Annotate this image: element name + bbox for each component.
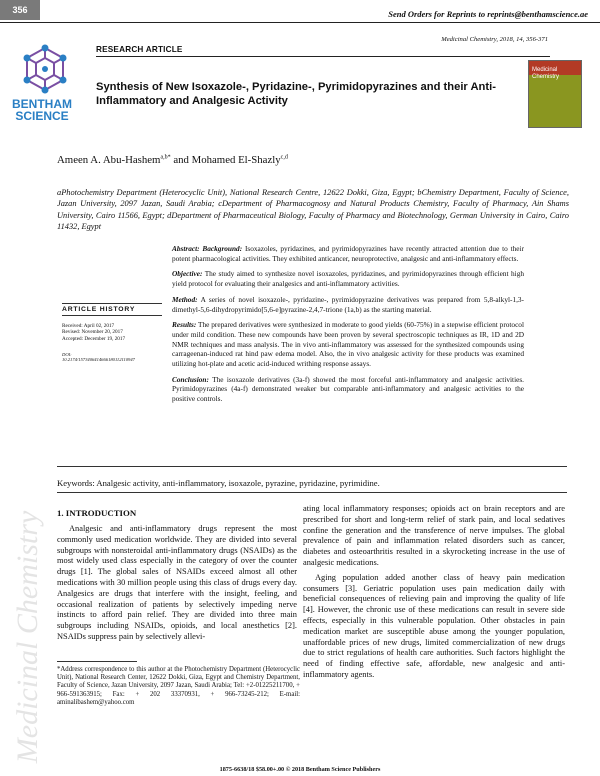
- author-1-sup: a,b*: [160, 154, 171, 161]
- doi-value: 10.2174/1573406414666180112110947: [62, 357, 135, 363]
- keywords: Keywords: Analgesic activity, anti-inflammatory, isoxazole, pyrazine, pyridazine, pyrimidine.: [57, 478, 380, 488]
- article-title: Synthesis of New Isoxazole-, Pyridazine-, Pyrimidopyrazines and their Anti-Inflammatory and Analgesic Activity: [96, 81, 496, 107]
- correspondence-footnote: *Address correspondence to this author at the Photochemistry Department (Heterocyclic Unit), National Research Center, 12622 Dokki, Giza, Egypt and Chemistry Department, Faculty of Science, Jazan University, 2097 Jazan, Saudi Arabia; Tel: +2-01225211700, + 966-591363915; Fax: + 202 33370931, + 966-73245-212; E-mail: aminalibashem@yahoo.com: [57, 666, 300, 706]
- received-date: Received: April 02, 2017: [62, 323, 115, 329]
- page-number: 356: [0, 0, 40, 20]
- copyright-line: 1875-6638/18 $58.00+.00 © 2018 Bentham Science Publishers: [219, 766, 381, 773]
- abstract-objective-label: Objective:: [172, 269, 203, 279]
- history-rule-bottom: [62, 315, 162, 316]
- intro-paragraph-2: ating local inflammatory responses; opioids act on brain receptors and are prescribed for short and long-term relief of stark pain, and local sedatives confine the generation and the transference of nerve impulses. The global prevalence of pain and inflammation related disorders such as cancer, diabetes and osteoarthritis resulted in a skyrocketing increase in the use of analgesic medications.: [303, 504, 565, 567]
- doi: [62, 352, 170, 363]
- side-watermark: [8, 500, 42, 770]
- abstract-objective: The study aimed to synthesize novel isoxazoles, pyridazines, and pyrimidopyrazines through efficient high yield protocol for evaluating their analgesics and anti-inflammatory activities.: [172, 269, 524, 289]
- logo-line2: SCIENCE: [15, 109, 69, 123]
- bentham-logo-icon: [18, 42, 72, 96]
- introduction-heading: 1. INTRODUCTION: [57, 508, 137, 518]
- header-rule: [0, 22, 600, 23]
- publisher-logo: [5, 98, 79, 122]
- abstract-conclusion: The isoxazole derivatives (3a-f) showed the most forceful anti-inflammatory and analgesic activities. Pyrimidopyrazines (4a-f) demonstrated weaker but comparable anti-inflammatory and analgesic activities to the positive controls.: [172, 374, 524, 404]
- abstract-background: Isoxazoles, pyridazines, and pyrimidopyrazines have recently attracted attention due to their potent pharmacological activities. They exhibited anticancer, neuroprotective, analgesic and anti-inflammatory effects.: [172, 244, 524, 263]
- cover-line2: Chemistry: [532, 73, 560, 80]
- revised-date: Revised: November 20, 2017: [62, 329, 123, 336]
- cover-line1: Medicinal: [532, 67, 558, 73]
- section-rule: [96, 56, 550, 57]
- article-history-heading: ARTICLE HISTORY: [62, 306, 136, 313]
- column-right: [303, 504, 565, 685]
- accepted-date: Accepted: December 19, 2017: [62, 335, 126, 342]
- author-2: and Mohamed El-Shazly: [170, 154, 281, 166]
- history-rule-top: [62, 303, 162, 304]
- abstract-background-label: Abstract: Background:: [172, 244, 243, 253]
- intro-paragraph-3: Aging population added another class of heavy pain medication consumers [3]. Geriatric population uses pain medication daily with beneficial consequences of relieving pain and improving the quality of life [4]. However, the chronic use of these medications can result in severe side effects, especially in this vulnerable population. Other obstacles in pain medication market are susceptible abuse among the younger population, unaffordable prices of new drugs, limited commercialization of new drugs due to strict regulations of health care authorities. Such factors highlight the need of finding effective safe, affordable, new analgesic and anti-inflammatory agents.: [303, 572, 565, 679]
- abstract-results: The prepared derivatives were synthesized in moderate to good yields (60-75%) in a stepwise efficient protocol under mild condition. These new compounds have been proven by several spectroscopic techniques as IR, 1D and 2D NMR techniques and mass analysis. The in vivo anti-inflammatory was assessed for the synthesized compounds using carrageenan-induced rat hind paw edema model. Also, the in vivo analgesic activity for these products was examined utilizing hot-plate and acetic acid-induced writhing response assays.: [172, 320, 524, 369]
- article-history: [62, 323, 167, 342]
- abstract-method-label: Method:: [172, 294, 198, 304]
- side-watermark-text: Medicinal Chemistry: [11, 510, 44, 764]
- abstract-conclusion-label: Conclusion:: [172, 374, 209, 384]
- intro-paragraph-1: Analgesic and anti-inflammatory drugs represent the most commonly used medication worldwide. They are divided into several subgroups with nonsteroidal anti-inflammatory drugs (NSAIDs) as the most widely used class especially in the category of over the counter drugs [1]. The global sales of NSAIDs exceed almost all other medications with 30 million people using this class of drugs every day. Analgesics are drugs that interfere with the insight, feeling, and occasional realization of patients by selectively impeding nerve instincts to afford pain relief. They are divided into three main subgroups including NSAIDs, opioids, and local anesthetics [2]. NSAIDs suppress pain by selectively allevi-: [57, 524, 297, 641]
- reprint-note: Send Orders for Reprints to reprints@benthamscience.ae: [388, 9, 588, 19]
- keywords-rule-bottom: [57, 492, 567, 493]
- keywords-rule-top: [57, 466, 567, 467]
- abstract-results-label: Results:: [172, 320, 197, 330]
- logo-line1: BENTHAM: [12, 97, 72, 111]
- abstract-method: A series of novel isoxazole-, pyridazine-, pyrimidopyrazine derivatives was prepared from 5,8-alkyl-1,3-dimethyl-5,6-dihydropyrimido[5,6-e]pyrazine-2,4,7-trione (1a,b) as the starting material.: [172, 294, 524, 314]
- footnote-rule: [57, 661, 137, 662]
- journal-cover-image: [528, 60, 582, 128]
- author-1: Ameen A. Abu-Hashem: [57, 154, 161, 166]
- author-2-sup: c,d: [280, 154, 288, 161]
- affiliations: aPhotochemistry Department (Heterocyclic Unit), National Research Centre, 12622 Dokki, Giza, Egypt; bChemistry Department, Faculty of Science, Jazan University, 2097 Jazan, Saudi Arabia; cDepartment of Pharmacognosy and Natural Products Chemistry, Faculty of Pharmacy, Ain Shams University, Cairo 11566, Egypt; dDepartment of Pharmaceutical Biology, Faculty of Pharmacy and Biotechnology, German University in Cairo, Cairo 11432, Egypt: [57, 188, 569, 231]
- doi-label: DOI:: [62, 352, 72, 357]
- section-label: RESEARCH ARTICLE: [96, 45, 183, 54]
- authors: [57, 154, 288, 166]
- column-left: [57, 524, 297, 643]
- journal-citation: Medicinal Chemistry, 2018, 14, 356-371: [441, 36, 548, 43]
- abstract: [172, 244, 524, 410]
